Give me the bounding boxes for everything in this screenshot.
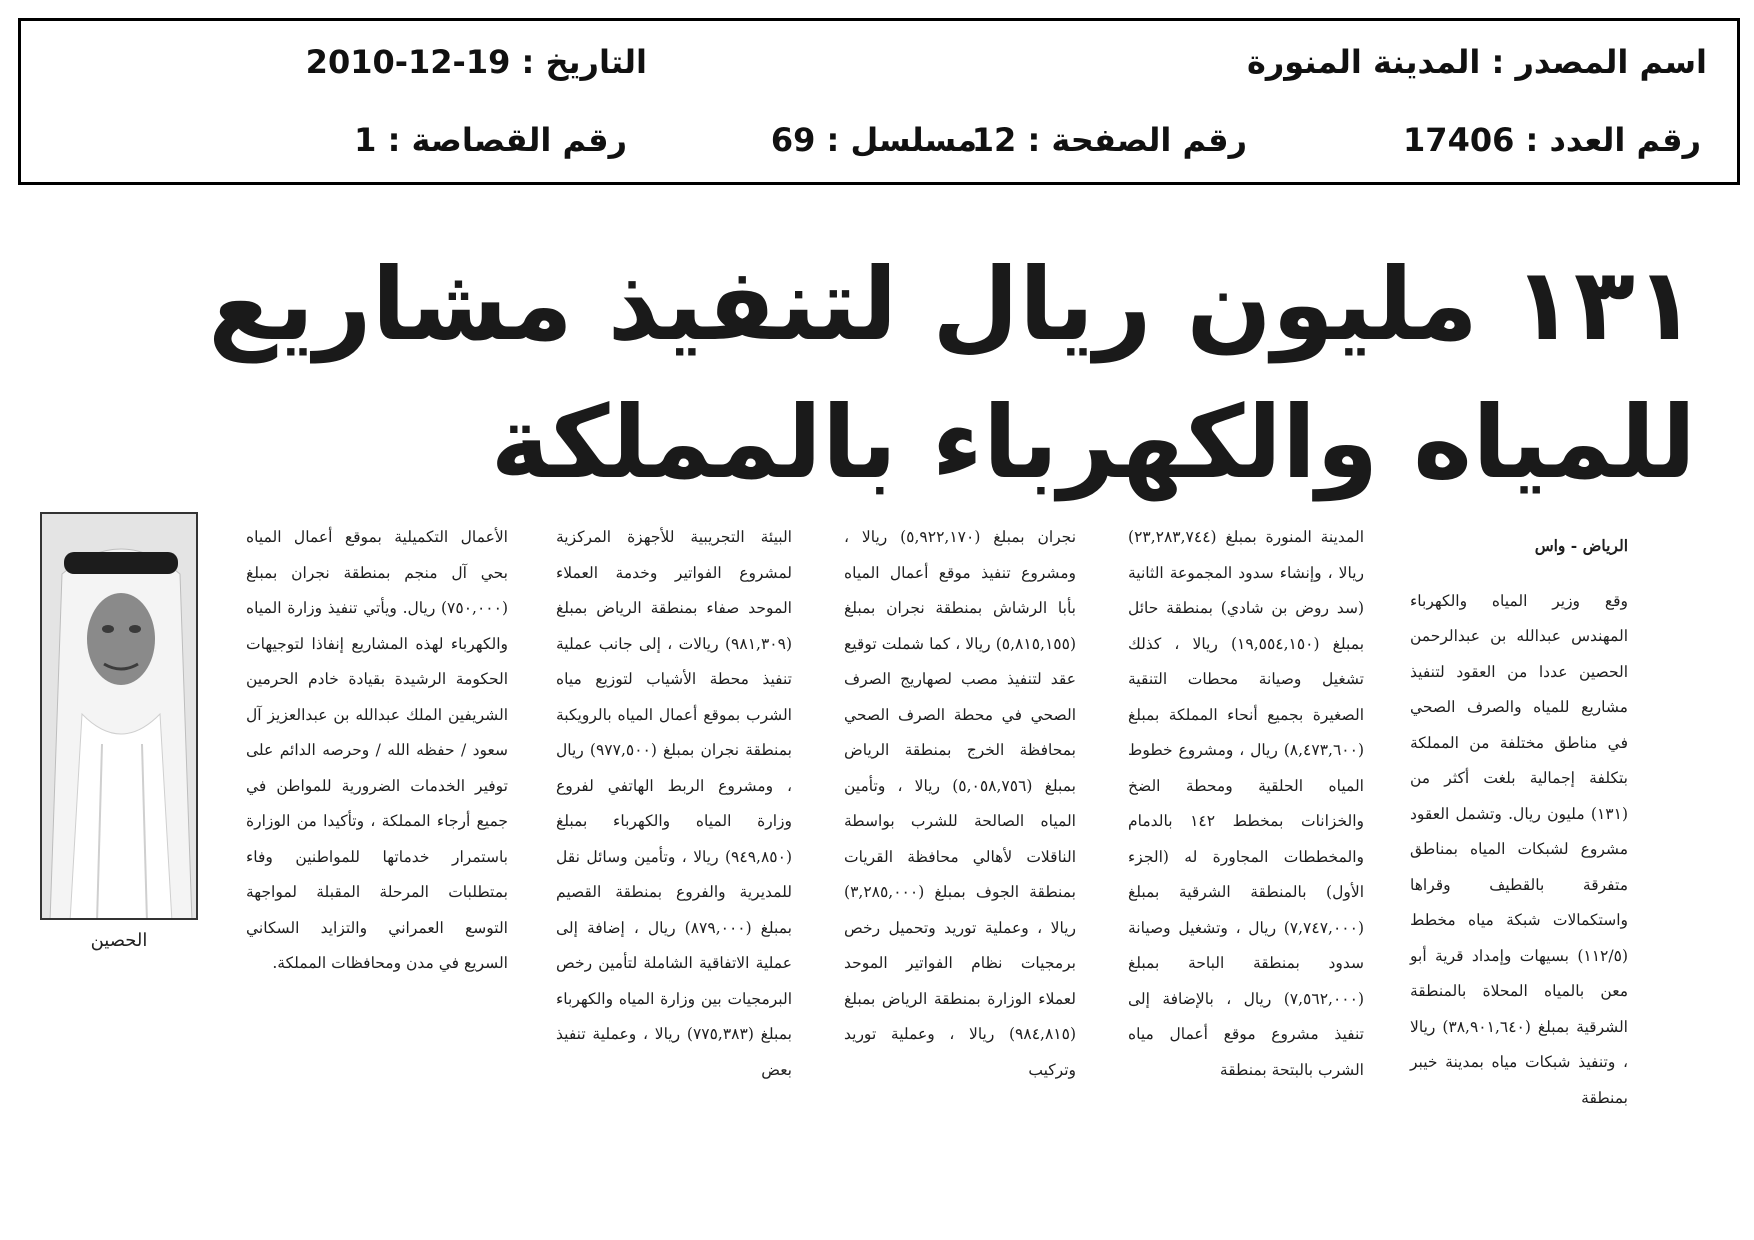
- issue-number: رقم العدد : 17406: [1403, 121, 1701, 159]
- page-number: رقم الصفحة : 12: [971, 121, 1247, 159]
- minister-portrait-photo: [40, 512, 198, 920]
- clipping-header: [18, 18, 1740, 185]
- article-headline: ١٣١ مليون ريال لتنفيذ مشاريع للمياه والكهرباء بالمملكة: [208, 246, 1696, 501]
- article-column-3: [844, 520, 1076, 1088]
- column-text: الأعمال التكميلية بموقع أعمال المياه بحي آل منجم بمنطقة نجران بمبلغ (٧٥٠,٠٠٠) ريال. ويأتي تنفيذ وزارة المياه والكهرباء لهذه المشاريع إنفاذا لتوجيهات الحكومة الرشيدة بقيادة خادم الحرمين الشريفين الملك عبدالله بن عبدالعزيز آل سعود / حفظه الله / وحرصه الدائم على توفير الخدمات الضرورية للمواطن في جميع أرجاء المملكة ، وتأكيدا من الوزارة باستمرار خدماتها للمواطنين وفاء بمتطلبات المرحلة المقبلة لمواجهة التوسع العمراني والتزايد السكاني السريع في مدن ومحافظات المملكة.: [246, 528, 508, 972]
- article-column-5: [246, 520, 508, 982]
- photo-caption: الحصين: [90, 930, 148, 951]
- publication-date: التاريخ : 19-12-2010: [305, 43, 647, 81]
- article-column-4: [556, 520, 792, 1088]
- article-column-1: [1410, 528, 1628, 1116]
- serial-number: مسلسل : 69: [770, 121, 977, 159]
- portrait-illustration: [42, 514, 198, 920]
- column-text: وقع وزير المياه والكهرباء المهندس عبدالله بن عبدالرحمن الحصين عددا من العقود لتنفيذ مشاريع للمياه والصرف الصحي في مناطق مختلفة من المملكة بتكلفة إجمالية بلغت أكثر من (١٣١) مليون ريال. وتشمل العقود مشروع لشبكات المياه بمناطق متفرقة بالقطيف وقراها واستكمالات شبكة مياه مخطط (١١٢/٥) بسيهات وإمداد قرية أبو معن بالمياه المحلاة بالمنطقة الشرقية بمبلغ (٣٨,٩٠١,٦٤٠) ريالا ، وتنفيذ شبكات مياه بمدينة خيبر بمنطقة: [1410, 591, 1628, 1107]
- column-text: نجران بمبلغ (٥,٩٢٢,١٧٠) ريالا ، ومشروع تنفيذ موقع أعمال المياه بأبا الرشاش بمنطقة نجران بمبلغ (٥,٨١٥,١٥٥) ريالا ، كما شملت توقيع عقد لتنفيذ مصب لصهاريج الصرف الصحي في محطة الصرف الصحي بمحافظة الخرج بمنطقة الرياض بمبلغ (٥,٠٥٨,٧٥٦) ريالا ، وتأمين المياه الصالحة للشرب بواسطة الناقلات لأهالي محافظة القريات بمنطقة الجوف بمبلغ (٣,٢٨٥,٠٠٠) ريالا ، وعملية توريد وتحميل رخص برمجيات نظام الفواتير الموحد لعملاء الوزارة بمنطقة الرياض بمبلغ (٩٨٤,٨١٥) ريالا ، وعملية توريد وتركيب: [844, 528, 1077, 1079]
- column-text: المدينة المنورة بمبلغ (٢٣,٢٨٣,٧٤٤) ريالا ، وإنشاء سدود المجموعة الثانية (سد روض بن شادي) بمنطقة حائل بمبلغ (١٩,٥٥٤,١٥٠) ريالا ، كذلك تشغيل وصيانة محطات التنقية الصغيرة بجميع أنحاء المملكة بمبلغ (٨,٤٧٣,٦٠٠) ريال ، ومشروع خطوط المياه الحلقية ومحطة الضخ والخزانات بمخطط ١٤٢ بالدمام والمخططات المجاورة له (الجزء الأول) بالمنطقة الشرقية بمبلغ (٧,٧٤٧,٠٠٠) ريال ، وتشغيل وصيانة سدود بمنطقة الباحة بمبلغ (٧,٥٦٢,٠٠٠) ريال ، بالإضافة إلى تنفيذ مشروع موقع أعمال مياه الشرب بالبتحة بمنطقة: [1128, 528, 1365, 1079]
- article-column-2: [1128, 520, 1364, 1088]
- clipping-number: رقم القصاصة : 1: [354, 121, 627, 159]
- source-name: اسم المصدر : المدينة المنورة: [1246, 43, 1707, 81]
- column-text: البيئة التجريبية للأجهزة المركزية لمشروع الفواتير وخدمة العملاء الموحد صفاء بمنطقة الرياض بمبلغ (٩٨١,٣٠٩) ريالات ، إلى جانب عملية تنفيذ محطة الأشياب لتوزيع مياه الشرب بموقع أعمال المياه بالرويكبة بمنطقة نجران بمبلغ (٩٧٧,٥٠٠) ريال ، ومشروع الربط الهاتفي لفروع وزارة المياه والكهرباء بمبلغ (٩٤٩,٨٥٠) ريالا ، وتأمين وسائل نقل للمديرية والفروع بمنطقة القصيم بمبلغ (٨٧٩,٠٠٠) ريال ، إضافة إلى عملية الاتفاقية الشاملة لتأمين رخص البرمجيات بين وزارة المياه والكهرباء بمبلغ (٧٧٥,٣٨٣) ريالا ، وعملية تنفيذ بعض: [556, 528, 792, 1079]
- article-byline: الرياض - واس: [1534, 536, 1628, 555]
